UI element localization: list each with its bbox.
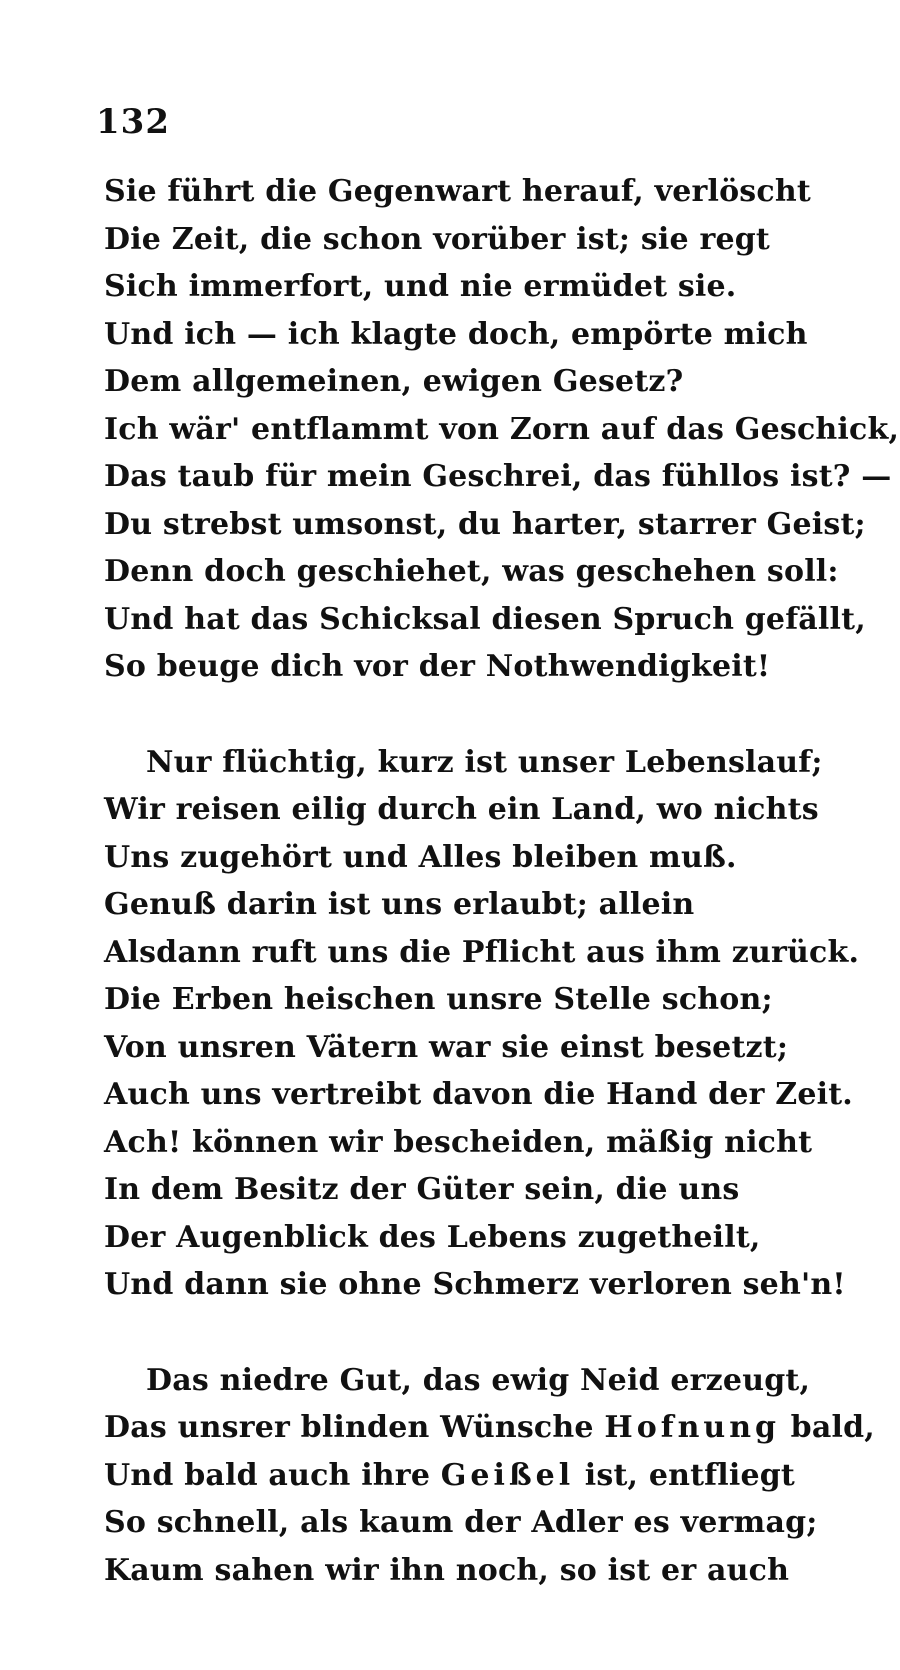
- line-text: Und bald auch ihre: [104, 1457, 441, 1493]
- page-number: 132: [96, 102, 170, 142]
- poem-line: Die Erben heischen unsre Stelle schon;: [104, 982, 773, 1017]
- poem-line: Das niedre Gut, das ewig Neid erzeugt,: [146, 1362, 811, 1398]
- poem-line: Und ich — ich klagte doch, empörte mich: [104, 316, 808, 352]
- poem-line: Uns zugehört und Alles bleiben muß.: [104, 839, 737, 875]
- poem-line: Und hat das Schicksal diesen Spruch gefällt,: [104, 601, 866, 637]
- poem-line: Du strebst umsonst, du harter, starrer Geist;: [104, 506, 866, 542]
- poem-line: Ach! können wir bescheiden, mäßig nicht: [104, 1124, 813, 1160]
- poem-line: Kaum sahen wir ihn noch, so ist er auch: [104, 1552, 790, 1588]
- poem-line: Und dann sie ohne Schmerz verloren seh'n!: [104, 1267, 846, 1302]
- poem-line: [104, 1404, 875, 1452]
- stanza-3: [104, 1357, 875, 1595]
- poem-line: Die Zeit, die schon vorüber ist; sie regt: [104, 221, 770, 257]
- poem-line: In dem Besitz der Güter sein, die uns: [104, 1172, 740, 1207]
- poem-line: So schnell, als kaum der Adler es vermag;: [104, 1505, 818, 1540]
- poem-line: Denn doch geschiehet, was geschehen soll:: [104, 554, 839, 589]
- emphasized-word: Geißel: [440, 1457, 575, 1493]
- poem-line: [104, 1452, 804, 1500]
- poem-text: [104, 168, 900, 1594]
- line-text: ist, entfliegt: [574, 1457, 795, 1493]
- poem-line: Der Augenblick des Lebens zugetheilt,: [104, 1219, 761, 1255]
- line-text: bald,: [780, 1410, 875, 1445]
- poem-line: Auch uns vertreibt davon die Hand der Zeit.: [104, 1077, 853, 1112]
- poem-line: Genuß darin ist uns erlaubt; allein: [104, 887, 695, 922]
- poem-line: Wir reisen eilig durch ein Land, wo nichts: [104, 792, 819, 827]
- poem-line: Sie führt die Gegenwart herauf, verlöscht: [104, 174, 811, 209]
- poem-line: Sich immerfort, und nie ermüdet sie.: [104, 269, 737, 304]
- emphasized-word: Hofnung: [604, 1410, 781, 1445]
- poem-line: So beuge dich vor der Nothwendigkeit!: [104, 649, 771, 684]
- poem-line: Nur flüchtig, kurz ist unser Lebenslauf;: [146, 744, 823, 780]
- stanza-2: [104, 739, 860, 1309]
- poem-line: Alsdann ruft uns die Pflicht aus ihm zurück.: [104, 934, 860, 970]
- poem-line: Ich wär' entflammt von Zorn auf das Geschick,: [104, 411, 900, 447]
- stanza-1: [104, 168, 900, 691]
- line-text: Das unsrer blinden Wünsche: [104, 1410, 605, 1445]
- poem-line: Dem allgemeinen, ewigen Gesetz?: [104, 364, 684, 399]
- poem-line: Das taub für mein Geschrei, das fühllos ist? —: [104, 459, 892, 494]
- poem-line: Von unsren Vätern war sie einst besetzt;: [104, 1029, 789, 1065]
